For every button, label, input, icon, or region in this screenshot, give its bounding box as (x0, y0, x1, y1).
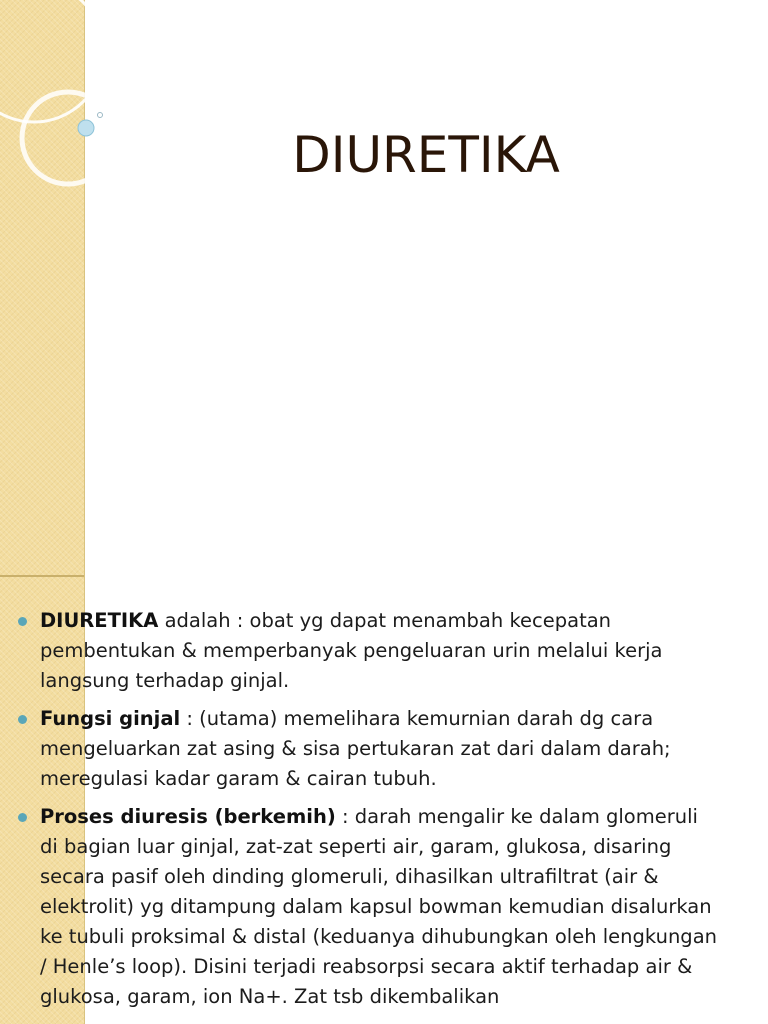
ring-dot-small (98, 113, 103, 118)
bullet-text: : (utama) memelihara kemurnian darah dg cara mengeluarkan zat asing & sisa pertukaran zat dari dalam darah; meregulasi kadar garam & cairan tubuh. (40, 707, 671, 790)
bullet-term: DIURETIKA (40, 609, 159, 632)
slide-content (0, 606, 768, 1024)
decorative-rings (0, 0, 140, 230)
slide-title: DIURETIKA (292, 126, 560, 184)
bullet-dot-icon (18, 813, 27, 822)
bullet-dot-icon (18, 715, 27, 724)
ring-large (0, 0, 104, 122)
bullet-dot-icon (18, 617, 27, 626)
bullet-text: : darah mengalir ke dalam glomeruli di bagian luar ginjal, zat-zat seperti air, garam, glukosa, disaring secara pasif oleh dinding glomeruli, dihasilkan ultrafiltrat (air & elektrolit) yg ditampung dalam kapsul bowman kemudian disalurkan ke tubuli proksimal & distal (keduanya dihubungkan oleh lengkungan / Henle’s loop). Disini terjadi reabsorpsi secara aktif terhadap air & glukosa, garam, ion Na+. Zat tsb dikembalikan (40, 805, 717, 1008)
list-item (0, 606, 768, 696)
bullet-text: adalah : obat yg dapat menambah kecepatan pembentukan & memperbanyak pengeluaran urin melalui kerja langsung terhadap ginjal. (40, 609, 663, 692)
list-item (0, 802, 768, 1012)
bullet-term: Fungsi ginjal (40, 707, 181, 730)
list-item (0, 704, 768, 794)
strip-divider (0, 575, 84, 577)
bullet-list (0, 606, 768, 1012)
bullet-term: Proses diuresis (berkemih) (40, 805, 336, 828)
